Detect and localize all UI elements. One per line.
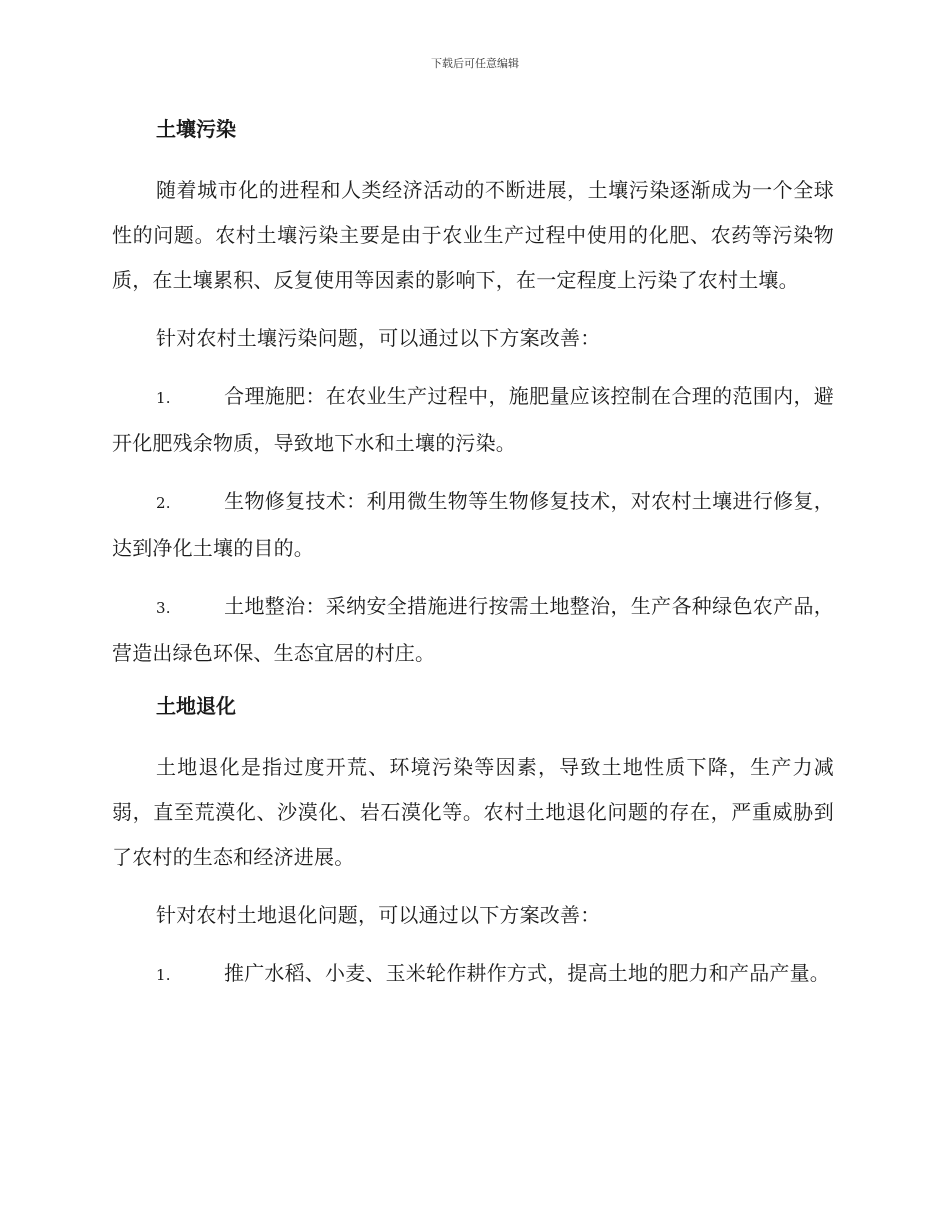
list-item-text: 生物修复技术：利用微生物等生物修复技术，对农村土壤进行修复，达到净化土壤的目的。 — [112, 489, 834, 560]
list-number: 2. — [156, 494, 171, 512]
list-item-text: 土地整治：采纳安全措施进行按需土地整治，生产各种绿色农产品，营造出绿色环保、生态宜居的村庄。 — [112, 594, 834, 665]
list-number: 1. — [156, 966, 171, 984]
list-item — [112, 584, 834, 676]
paragraph-land-degradation-lead: 针对农村土地退化问题，可以通过以下方案改善： — [156, 903, 601, 927]
list-item — [112, 951, 834, 998]
list-item — [112, 374, 834, 466]
section-heading-land-degradation: 土地退化 — [156, 694, 236, 718]
paragraph-land-degradation-intro: 土地退化是指过度开荒、环境污染等因素，导致土地性质下降，生产力减弱，直至荒漠化、沙漠化、岩石漠化等。农村土地退化问题的存在，严重威胁到了农村的生态和经济进展。 — [112, 755, 834, 869]
document-body — [112, 112, 834, 1011]
section-heading-soil-pollution: 土壤污染 — [156, 117, 236, 141]
list-item-text: 推广水稻、小麦、玉米轮作耕作方式，提高土地的肥力和产品产量。 — [224, 961, 830, 985]
paragraph-soil-pollution-intro: 随着城市化的进程和人类经济活动的不断进展，土壤污染逐渐成为一个全球性的问题。农村土壤污染主要是由于农业生产过程中使用的化肥、农药等污染物质，在土壤累积、反复使用等因素的影响下，在一定程度上污染了农村土壤。 — [112, 178, 834, 292]
header-note: 下载后可任意编辑 — [431, 57, 519, 70]
list-number: 1. — [156, 389, 171, 407]
list-item — [112, 479, 834, 571]
paragraph-soil-pollution-lead: 针对农村土壤污染问题，可以通过以下方案改善： — [156, 326, 601, 350]
list-number: 3. — [156, 599, 171, 617]
list-item-text: 合理施肥：在农业生产过程中，施肥量应该控制在合理的范围内，避开化肥残余物质，导致地下水和土壤的污染。 — [112, 384, 834, 455]
